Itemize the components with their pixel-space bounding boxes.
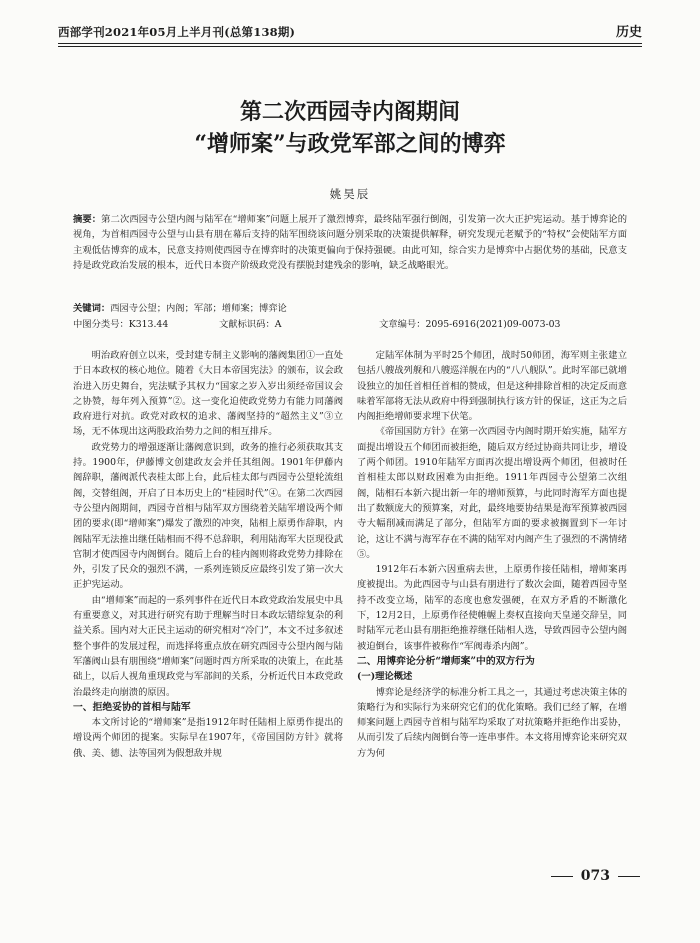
keywords xyxy=(73,300,627,314)
subsection-heading: (一)理论概述 xyxy=(357,671,413,683)
footer-dash-left xyxy=(551,876,573,877)
header-rule-thin xyxy=(58,46,642,47)
journal-issue: 西部学刊2021年05月上半月刊(总第138期) xyxy=(58,25,296,39)
keywords-text: 西园寺公望；内阁；军部；增师案；博弈论 xyxy=(110,303,287,314)
author-name: 姚昊辰 xyxy=(329,187,371,201)
classification-row xyxy=(73,316,627,330)
header-rule-thick xyxy=(58,43,642,44)
paragraph: 《帝国国防方针》在第一次西园寺内阁时期开始实施，陆军方面提出增设五个师团而被拒绝，随后双方经过协商共同让步，增设了两个师团。1910年陆军方面再次提出增设两个师团，但被时任首相桂太郎以财政困难为由拒绝。1911年西园寺公望第二次组阁，陆相石本新六提出新一年的增师预算，与此同时海军方面也提出了数额庞大的预算案，对此，最终地要协结果是海军预算被西园寺大幅削减而满足了部分，但陆军方面的要求被搁置到下一年讨论，这让不满与海军存在不满的陆军对内阁产生了强烈的不满情绪⑤。 xyxy=(357,426,627,560)
footer-dash-right xyxy=(618,876,640,877)
paragraph: 本文所讨论的“增师案”是指1912年时任陆相上原勇作提出的增设两个师团的提案。实际早在1907年，《帝国国防方针》就将俄、美、德、法等国列为假想敌并规 xyxy=(73,717,343,759)
paragraph: 明治政府创立以来，受封建专制主义影响的藩阀集团①一直处于日本政权的核心地位。随着《大日本帝国宪法》的颁布，议会政治进入历史舞台，宪法赋予其权力“国家之岁入岁出须经帝国议会之协赞，每年列入预算”②。这一变化迫使政党势力有能力同藩阀政府进行对抗。政党对政权的追求、藩阀坚持的“超然主义”③立场，无不体现出这两股政治势力之间的相互排斥。 xyxy=(73,350,343,438)
title-line-2: “增师案”与政党军部之间的博弈 xyxy=(194,131,506,157)
body-column-left xyxy=(73,348,343,761)
page-footer xyxy=(551,868,640,884)
abstract xyxy=(73,212,627,273)
section-heading: 二、用博弈论分析“增师案”中的双方行为 xyxy=(357,655,535,667)
section-heading: 一、拒绝妥协的首相与陆军 xyxy=(73,701,191,713)
page-number: 073 xyxy=(580,868,610,884)
paragraph: 由“增师案”而起的一系列事件在近代日本政党政治发展史中具有重要意义，对其进行研究有助于理解当时日本政坛错综复杂的利益关系。国内对大正民主运动的研究相对“冷门”，本文不过多叙述整个事件的发展过程，而选择将重点放在研究西园寺公望内阁与陆军藩阀山县有朋围绕“增师案”问题时西方所采取的决策上，在此基础上，以后人视角重现政党与军部间的关系，分析近代日本政党政治最终走向崩溃的原因。 xyxy=(73,594,343,698)
clc-number: 中图分类号：K313.44 xyxy=(73,319,169,330)
article-number: 文章编号：2095-6916(2021)09-0073-03 xyxy=(379,319,561,330)
document-code: 文献标识码：A xyxy=(219,319,282,330)
abstract-text: 第二次西园寺公望内阁与陆军在“增师案”问题上展开了激烈博弈，最终陆军强行倒阁，引发第一次大正护宪运动。基于博弈论的视角，为首相西园寺公望与山县有朋在幕后支持的陆军围绕该问题分别采取的决策提供解释，研究发现元老赋予的“特权”会使陆军方面主观低估博弈的成本，民意支持则使西园寺在博弈时的决策更偏向于保持强硬。由此可知，综合实力是博弈中占据优势的基础，民意支持是政党政治发展的根本，近代日本资产阶级政党没有摆脱封建残余的影响，缺乏战略眼光。 xyxy=(73,214,627,271)
paragraph: 定陆军体制为平时25个师团，战时50师团，海军则主张建立包括八艘战列舰和八艘巡洋舰在内的“八八舰队”。此时军部已就增设独立的加任首相任首相的赞成，但是这种排除首相的决定反而意味着军部将无法从政府中得到强制执行该方针的保证，这正为之后内阁拒绝增师要求埋下伏笔。 xyxy=(357,350,627,423)
section-tag: 历史 xyxy=(615,25,642,40)
paragraph: 政党势力的增强逐渐让藩阀意识到，政务的推行必须获取其支持。1900年，伊藤博文创建政友会并任其组阁。1901年伊藤内阁辞职，藩阀派代表桂太郎上台，此后桂太郎与西园寺公望轮流组阁，交替组阁，开启了日本历史上的“桂园时代”④。在第二次西园寺公望内阁期间，西园寺首相与陆军双方围绕着关陆军增设两个师团的要求(即“增师案”)爆发了激烈的冲突，陆相上原勇作辞职，内阁陆军无法推出继任陆相而不得不总辞职，利用陆海军大臣现役武官制才使西园寺内阁倒台。随后上台的桂内阁则将政党势力排除在外，引发了民众的强烈不满，一系列连锁反应最终引发了第一次大正护宪运动。 xyxy=(73,441,343,591)
title-line-1: 第二次西园寺内阁期间 xyxy=(239,99,460,125)
abstract-label: 摘要： xyxy=(73,214,102,225)
article-title xyxy=(0,97,700,161)
keywords-label: 关键词： xyxy=(73,303,111,314)
paragraph: 博弈论是经济学的标准分析工具之一，其通过考虑决策主体的策略行为和实际行为来研究它们的优化策略。我们已经了解，在增师案问题上西园寺首相与陆军均采取了对抗策略并拒绝作出妥协，从而引发了后续内阁倒台等一连串事件。本文将用博弈论来研究双方为何 xyxy=(357,686,627,759)
body-column-right xyxy=(357,348,627,761)
paragraph: 1912年石本新六因重病去世，上原勇作接任陆相，增师案再度被提出。为此西园寺与山县有朋进行了数次会面，随着西园寺坚持不改变立场，陆军的态度也愈发强硬，在双方矛盾的不断激化下，12月2日，上原勇作径使帷幄上奏权直接向天皇递交辞呈，同时陆军元老山县有朋拒绝推荐继任陆相人选，导致西园寺公望内阁被迫倒台，该事件被称作“军阀毒杀内阁”。 xyxy=(357,564,627,652)
running-header xyxy=(58,18,642,40)
